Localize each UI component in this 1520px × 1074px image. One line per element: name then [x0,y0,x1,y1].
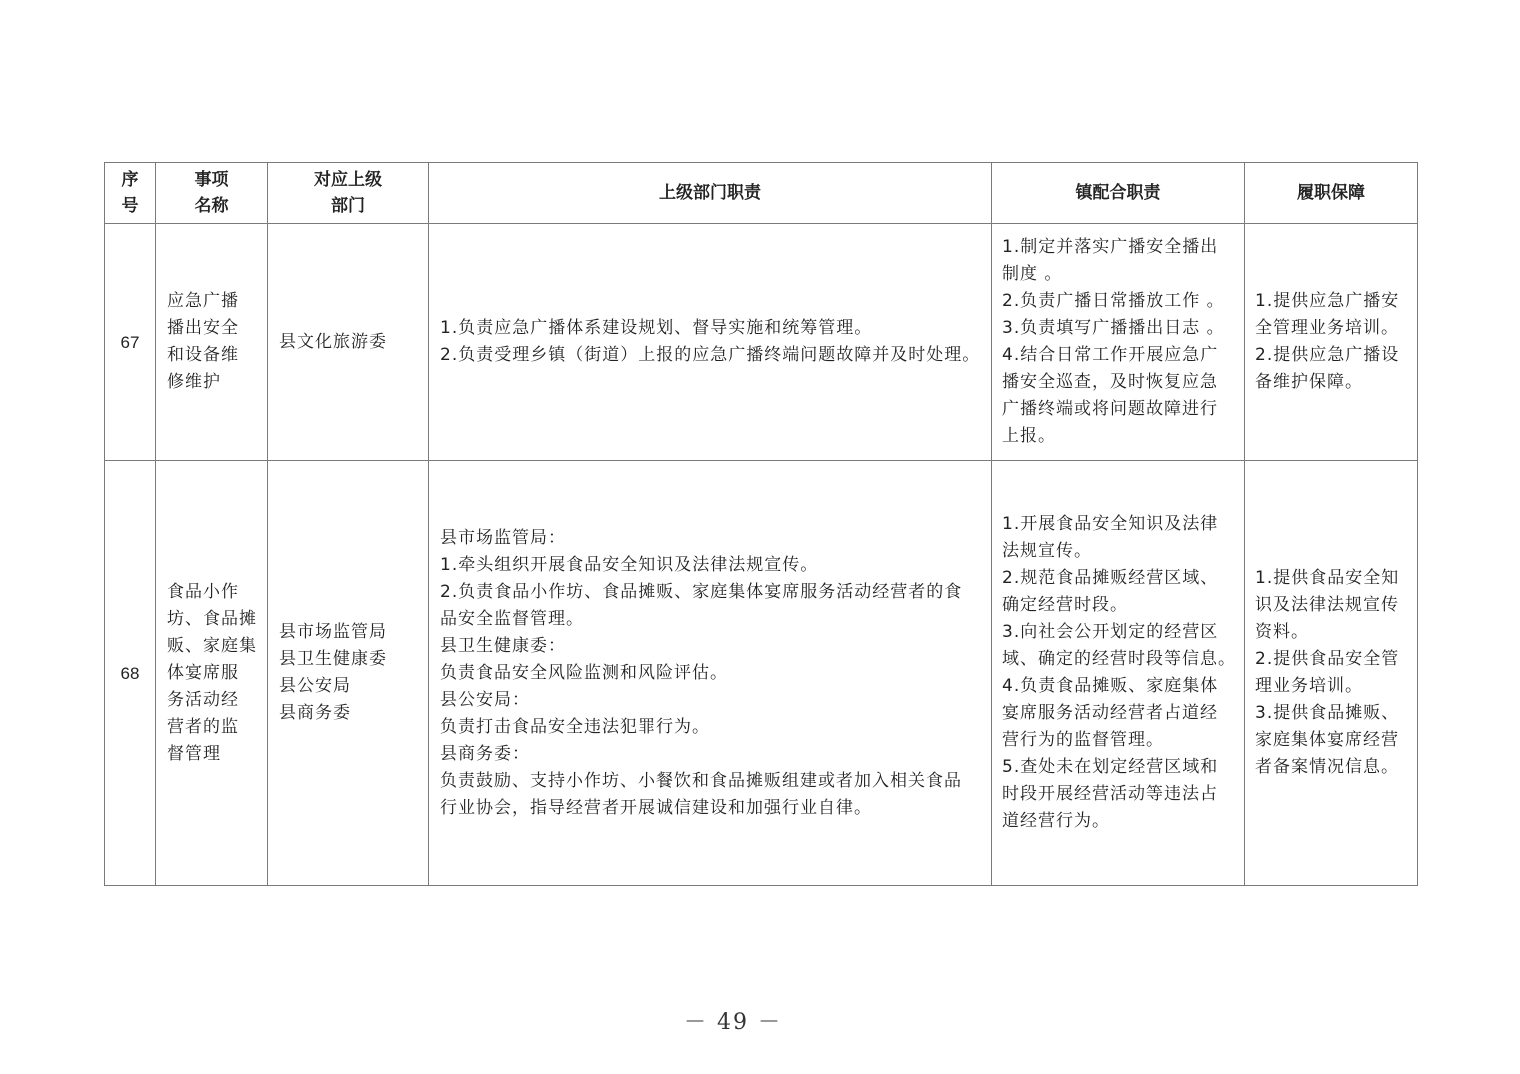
header-upper-duty: 上级部门职责 [429,163,992,224]
header-item-name: 事项 名称 [156,163,268,224]
guarantee-cell: 1.提供食品安全知 识及法律法规宣传 资料。 2.提供食品安全管 理业务培训。 3.提供食品摊贩、 家庭集体宴席经营 者备案情况信息。 [1245,461,1418,886]
row-number: 68 [105,461,156,886]
guarantee-cell: 1.提供应急广播安 全管理业务培训。 2.提供应急广播设 备维护保障。 [1245,224,1418,461]
item-name-cell: 食品小作 坊、食品摊 贩、家庭集 体宴席服 务活动经 营者的监 督管理 [156,461,268,886]
header-guarantee: 履职保障 [1245,163,1418,224]
header-town-duty: 镇配合职责 [992,163,1245,224]
town-duty-cell: 1.开展食品安全知识及法律 法规宣传。 2.规范食品摊贩经营区域、 确定经营时段。 3.向社会公开划定的经营区 域、确定的经营时段等信息。 4.负责食品摊贩、家庭集体 宴席服务活动经营者占道经 营行为的监督管理。 5.查处未在划定经营区域和 时段开展经营活动等违法占 道经营行为。 [992,461,1245,886]
upper-duty-cell: 1.负责应急广播体系建设规划、督导实施和统筹管理。 2.负责受理乡镇（街道）上报的应急广播终端问题故障并及时处理。 [429,224,992,461]
header-upper-dept: 对应上级 部门 [268,163,429,224]
upper-duty-cell: 县市场监管局： 1.牵头组织开展食品安全知识及法律法规宣传。 2.负责食品小作坊、食品摊贩、家庭集体宴席服务活动经营者的食 品安全监督管理。 县卫生健康委： 负责食品安全风险监测和风险评估。 县公安局： 负责打击食品安全违法犯罪行为。 县商务委： 负责鼓励、支持小作坊、小餐饮和食品摊贩组建或者加入相关食品 行业协会，指导经营者开展诚信建设和加强行业自律。 [429,461,992,886]
responsibility-table [104,162,1418,886]
table-row [105,224,1418,461]
town-duty-cell: 1.制定并落实广播安全播出 制度 。 2.负责广播日常播放工作 。 3.负责填写广播播出日志 。 4.结合日常工作开展应急广 播安全巡查，及时恢复应急 广播终端或将问题故障进行 上报。 [992,224,1245,461]
table-header-row [105,163,1418,224]
table-row [105,461,1418,886]
item-name-cell: 应急广播 播出安全 和设备维 修维护 [156,224,268,461]
upper-dept-cell: 县文化旅游委 [268,224,429,461]
row-number: 67 [105,224,156,461]
page-number: － 49 － [684,1010,782,1035]
header-no: 序 号 [105,163,156,224]
upper-dept-cell: 县市场监管局 县卫生健康委 县公安局 县商务委 [268,461,429,886]
